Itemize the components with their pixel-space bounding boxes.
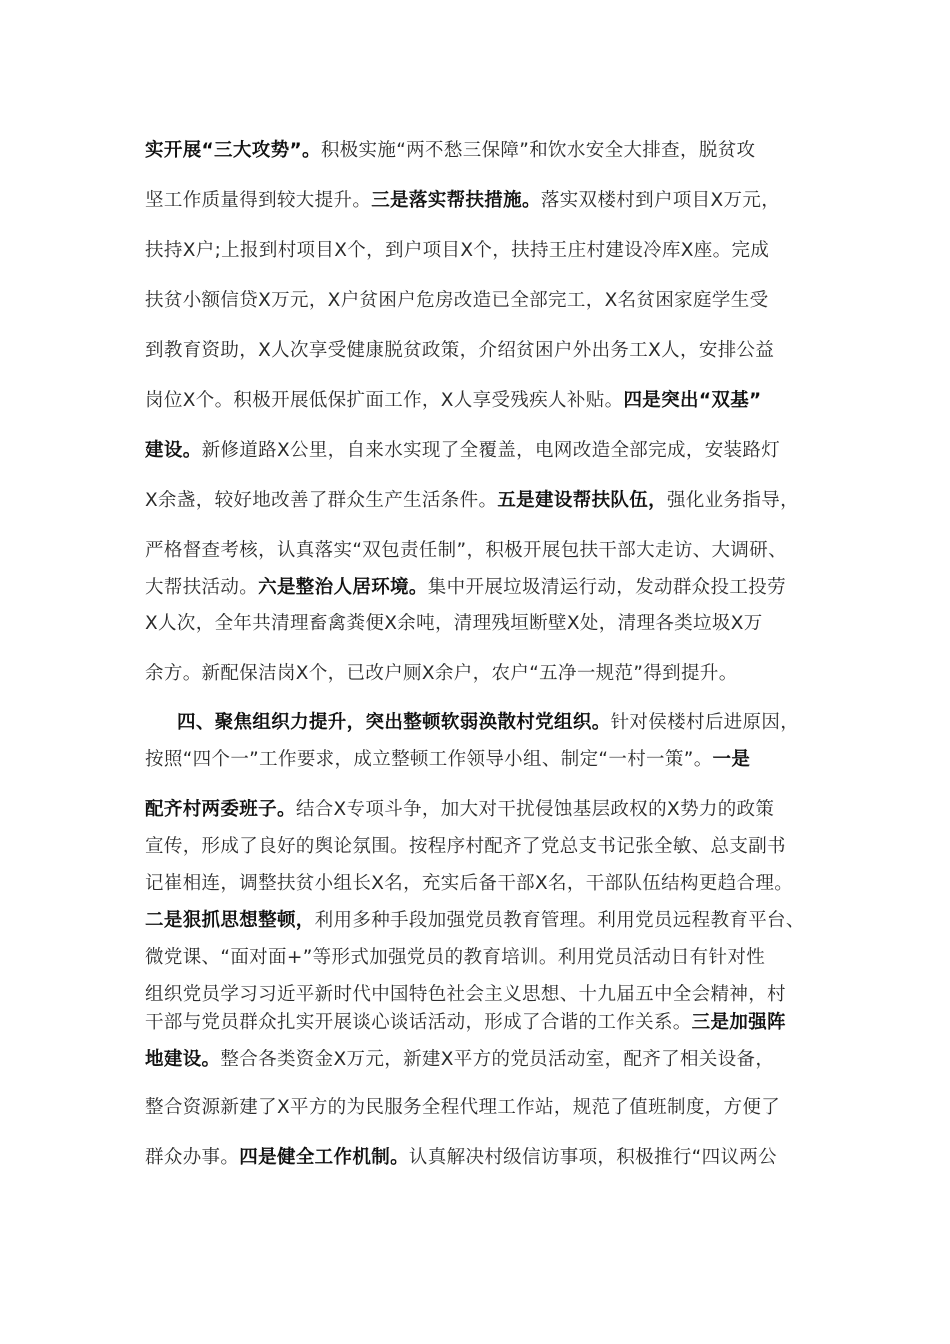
bold-text-segment: 六是整治人居环境。 [258,577,428,598]
text-line [145,799,774,821]
bold-text-segment: 一是 [712,749,751,770]
text-line [145,749,750,771]
text-segment: 扶持X户;上报到村项目X个，到户项目X个，扶持王庄村建设冷库X座。完成 [145,240,770,261]
text-segment: 落实双楼村到户项目X万元， [540,190,781,211]
text-line [145,290,768,312]
bold-text-segment: 三是加强阵 [691,1012,786,1033]
text-line [145,440,780,462]
text-segment: X余盏，较好地改善了群众生产生活条件。 [145,490,498,511]
text-segment: 大帮扶活动。 [145,577,259,598]
text-segment: 整合资源新建了X平方的为民服务全程代理工作站，规范了值班制度，方便了 [145,1097,781,1118]
text-line [145,1049,774,1071]
bold-text-segment: 实开展“三大攻势”。 [145,140,321,161]
text-segment: 群众办事。 [145,1147,240,1168]
bold-text-segment: 三是落实帮扶措施。 [371,190,541,211]
text-line [145,390,762,412]
text-segment: 扶贫小额信贷X万元，X户贫困户危房改造已全部完工，X名贫困家庭学生受 [145,290,769,311]
text-line [145,190,780,212]
text-line [145,910,805,932]
text-segment: 整合各类资金X万元，新建X平方的党员活动室，配齐了相关设备， [220,1049,775,1070]
text-segment: 记崔相连，调整扶贫小组长X名，充实后备干部X名，干部队伍结构更趋合理。 [145,873,794,894]
text-segment: X人次，全年共清理畜禽粪便X余吨，清理残垣断壁X处，清理各类垃圾X万 [145,613,763,634]
text-line [145,1012,786,1034]
bold-text-segment: 建设。 [145,440,202,461]
text-line [145,340,774,362]
text-segment: 认真解决村级信访事项，积极推行“四议两公 [408,1147,778,1168]
text-line [145,490,799,512]
text-segment: 利用多种手段加强党员教育管理。利用党员远程教育平台、 [314,910,805,931]
text-line [145,873,793,895]
text-segment: 集中开展垃圾清运行动，发动群众投工投劳 [427,577,786,598]
text-line [177,712,799,734]
text-line [145,577,786,599]
bold-text-segment: 地建设。 [145,1049,221,1070]
text-line [145,1097,780,1119]
text-line [145,1147,777,1169]
text-segment: 强化业务指导， [666,490,799,511]
bold-text-segment: 四是突出“双基” [623,390,762,411]
text-segment: 宣传，形成了良好的舆论氛围。按程序村配齐了党总支书记张全敏、总支副书 [145,836,786,857]
text-line [145,140,755,162]
text-segment: 严格督查考核，认真落实“双包责任制”，积极开展包扶干部大走访、大调研、 [145,540,787,561]
text-segment: 结合X专项斗争，加大对干扰侵蚀基层政权的X势力的政策 [295,799,775,820]
bold-text-segment: 二是狠抓思想整顿， [145,910,315,931]
text-segment: 新修道路X公里，自来水实现了全覆盖，电网改造全部完成，安装路灯 [201,440,781,461]
text-segment: 针对侯楼村后进原因， [610,712,800,733]
bold-text-segment: 五是建设帮扶队伍， [497,490,667,511]
bold-text-segment: 四、聚焦组织力提升，突出整顿软弱涣散村党组织。 [177,712,611,733]
text-line [145,240,769,262]
bold-text-segment: 配齐村两委班子。 [145,799,296,820]
bold-text-segment: 四是健全工作机制。 [239,1147,409,1168]
text-segment: 岗位X个。积极开展低保扩面工作，X人享受残疾人补贴。 [145,390,624,411]
text-segment: 微党课、“面对面+”等形式加强党员的教育培训。利用党员活动日有针对性 [145,947,766,968]
text-line [145,984,786,1006]
text-line [145,540,787,562]
text-line [145,947,765,969]
text-segment: 按照“四个一”工作要求，成立整顿工作领导小组、制定“一村一策”。 [145,749,713,770]
text-segment: 组织党员学习习近平新时代中国特色社会主义思想、十九届五中全会精神，村 [145,984,786,1005]
text-segment: 余方。新配保洁岗X个，已改户厕X余户，农户“五净一规范”得到提升。 [145,663,738,684]
text-line [145,613,763,635]
text-segment: 坚工作质量得到较大提升。 [145,190,372,211]
text-line [145,836,786,858]
text-line [145,663,738,685]
text-segment: 积极实施“两不愁三保障”和饮水安全大排查，脱贫攻 [320,140,756,161]
text-segment: 到教育资助，X人次享受健康脱贫政策，介绍贫困户外出务工X人，安排公益 [145,340,775,361]
text-segment: 干部与党员群众扎实开展谈心谈话活动，形成了合谐的工作关系。 [145,1012,692,1033]
